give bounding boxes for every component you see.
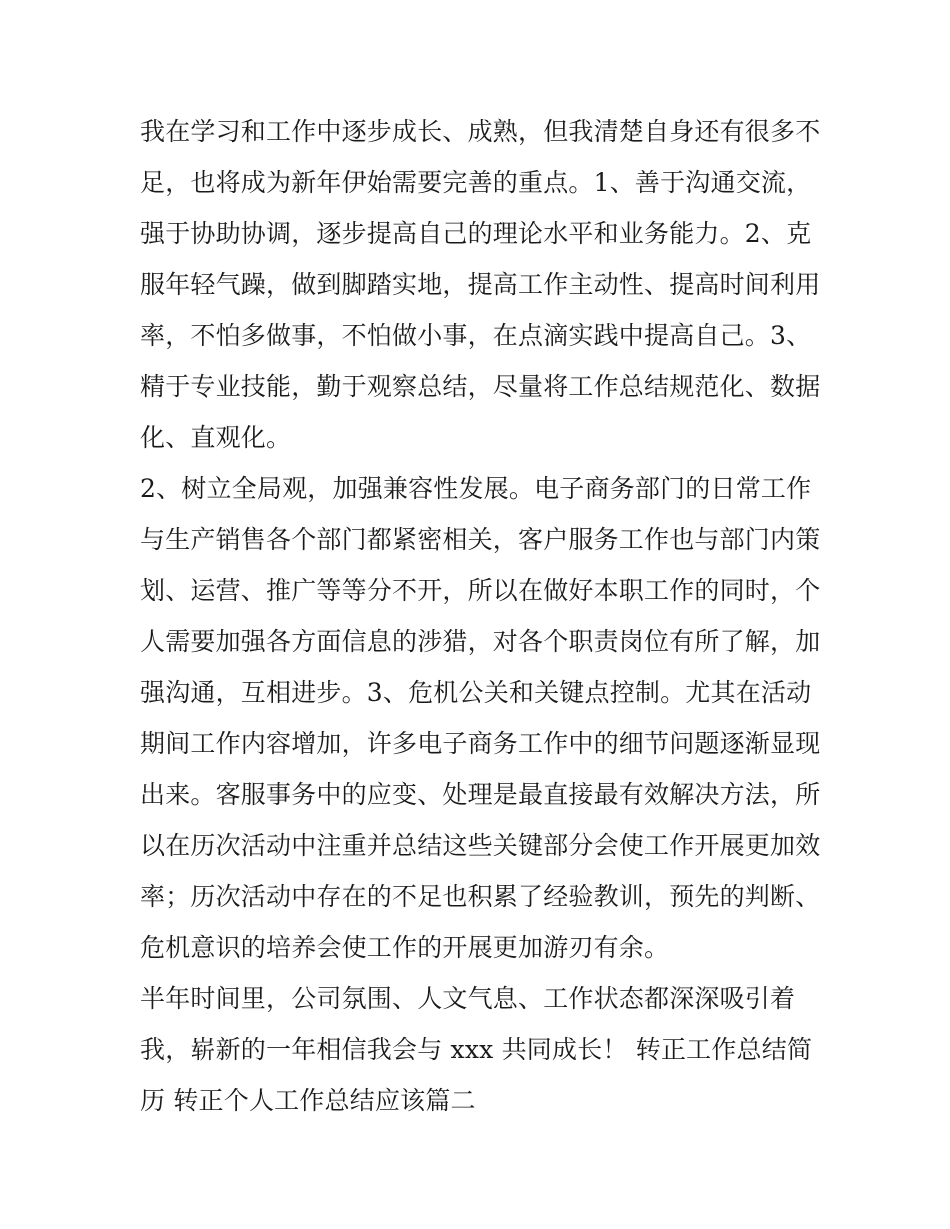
text-line: 足，也将成为新年伊始需要完善的重点。1、善于沟通交流， bbox=[140, 168, 812, 197]
text-line: 率，不怕多做事，不怕做小事，在点滴实践中提高自己。3、 bbox=[140, 321, 812, 350]
text-line: 服年轻气躁，做到脚踏实地，提高工作主动性、提高时间利用 bbox=[140, 270, 821, 299]
text-line: 强沟通，互相进步。3、危机公关和关键点控制。尤其在活动 bbox=[140, 678, 812, 707]
text-line: 历 转正个人工作总结应该篇二 bbox=[140, 1086, 476, 1115]
text-line: 划、运营、推广等等分不开，所以在做好本职工作的同时，个 bbox=[140, 576, 821, 605]
body-text bbox=[140, 106, 830, 1126]
text-line: 以在历次活动中注重并总结这些关键部分会使工作开展更加效 bbox=[140, 831, 821, 860]
text-line: 精于专业技能，勤于观察总结，尽量将工作总结规范化、数据 bbox=[140, 372, 821, 401]
text-line: 危机意识的培养会使工作的开展更加游刃有余。 bbox=[140, 933, 670, 962]
text-line: 强于协助协调，逐步提高自己的理论水平和业务能力。2、克 bbox=[140, 219, 812, 248]
text-line: 半年时间里，公司氛围、人文气息、工作状态都深深吸引着 bbox=[140, 984, 796, 1013]
text-line: 与生产销售各个部门都紧密相关，客户服务工作也与部门内策 bbox=[140, 525, 821, 554]
text-line: 化、直观化。 bbox=[140, 423, 292, 452]
text-line: 出来。客服事务中的应变、处理是最直接最有效解决方法，所 bbox=[140, 780, 821, 809]
text-line: 2、树立全局观，加强兼容性发展。电子商务部门的日常工作 bbox=[140, 474, 812, 503]
text-line: 期间工作内容增加，许多电子商务工作中的细节问题逐渐显现 bbox=[140, 729, 821, 758]
text-line: 我在学习和工作中逐步成长、成熟，但我清楚自身还有很多不 bbox=[140, 117, 821, 146]
text-line: 我，崭新的一年相信我会与 xxx 共同成长！ 转正工作总结简 bbox=[140, 1035, 813, 1064]
text-line: 率；历次活动中存在的不足也积累了经验教训，预先的判断、 bbox=[140, 882, 821, 911]
text-line: 人需要加强各方面信息的涉猎，对各个职责岗位有所了解，加 bbox=[140, 627, 821, 656]
